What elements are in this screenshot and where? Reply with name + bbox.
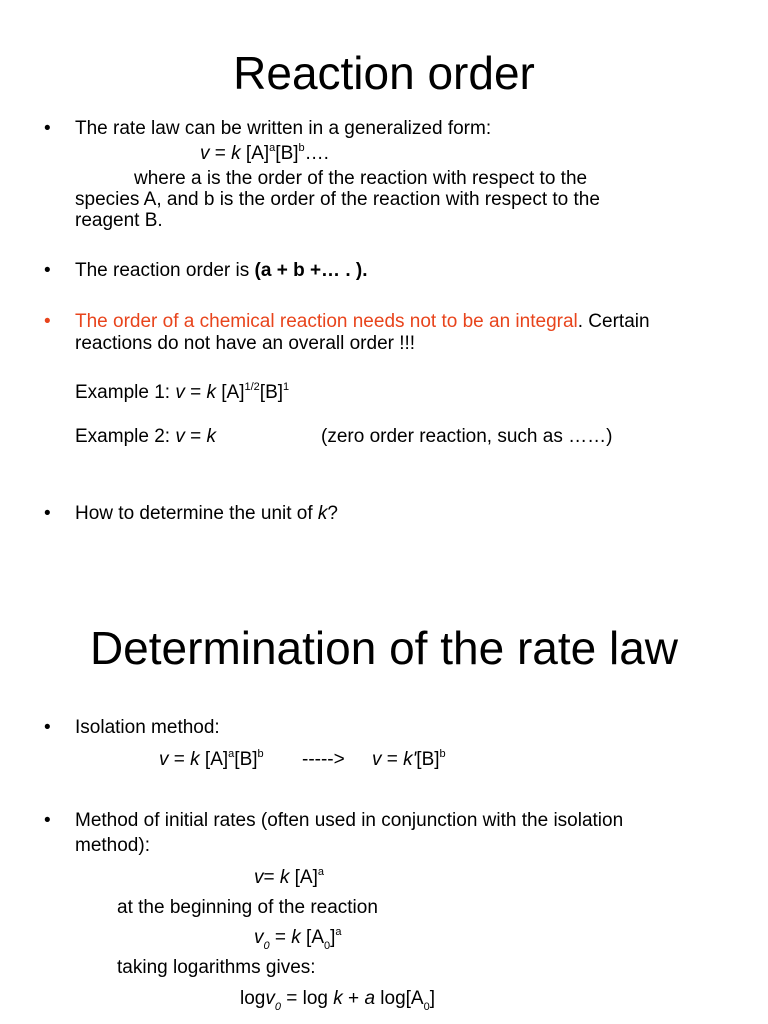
example-2-note: (zero order reaction, such as ……) [321,426,613,447]
isolation-equation: v = k $[A]^a[B]^b$ [159,747,264,770]
taking-logarithms: taking logarithms gives: [117,957,316,978]
rate-law-equation: v = k $[A]^a[B]^b\dots$. [200,141,329,164]
bullet-marker: • [44,260,51,281]
non-integral-order-note: The order of a chemical reaction needs not to be an integral. Certain [75,311,650,332]
isolation-equation-reduced: $v = k'[B]^b$ [372,747,446,770]
isolation-method-heading: Isolation method: [75,717,220,738]
bullet-marker: • [44,503,51,524]
beginning-of-reaction: at the beginning of the reaction [117,897,378,918]
slide-title-reaction-order: Reaction order [233,47,535,99]
unit-of-k-question: How to determine the unit of k? [75,503,338,524]
v0-equation: $v_0 = k$ $[A_0]^a$ [254,925,342,952]
rate-law-intro: The rate law can be written in a generalized form: [75,118,492,139]
bullet-marker: • [44,311,51,332]
slide-title-rate-law: Determination of the rate law [89,622,679,674]
isolation-arrow: -----> [302,749,345,770]
example-2: Example 2: v = k [75,426,216,447]
where-line-2: species A, and b is the order of the reaction with respect to the [75,189,600,210]
bullet-marker: • [44,717,51,738]
initial-rates-heading-line-2: method): [75,835,150,856]
initial-rates-heading: Method of initial rates (often used in conjunction with the isolation [75,810,624,831]
where-line-1: where a is the order of the reaction with respect to the [134,168,588,189]
initial-rate-equation: v= k $[A]^a$ [254,865,325,888]
reaction-order-sum: The reaction order is (a + b +… . ). [75,260,368,281]
non-integral-order-note-line-2: reactions do not have an overall order !!! [75,333,416,354]
bullet-marker: • [44,810,51,831]
bullet-marker: • [44,118,51,139]
where-line-3: reagent B. [75,210,163,231]
example-1: Example 1: v = k $[A]^{1/2}[B]^1$ [75,380,290,403]
log-equation: logv$_0$ = log k + a $\log[A_0]$ [240,988,436,1013]
